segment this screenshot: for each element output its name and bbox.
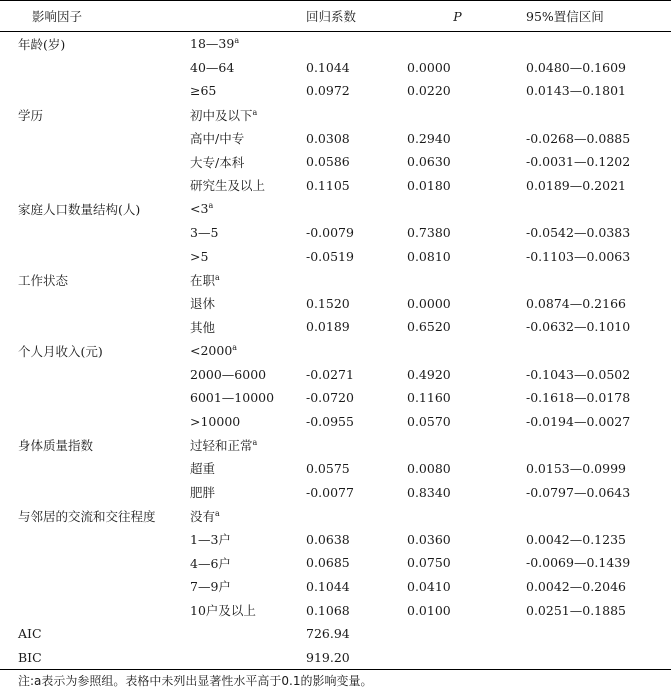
level-label: 其他 — [190, 319, 216, 335]
cell-factor — [0, 174, 190, 198]
cell-ci: -0.1618—0.0178 — [526, 390, 631, 406]
cell-ci: -0.0194—0.0027 — [526, 413, 631, 429]
cell-ci — [508, 268, 671, 292]
cell-level — [190, 575, 306, 599]
cell-p — [407, 197, 508, 221]
cell-ci: 0.0874—0.2166 — [526, 295, 626, 311]
cell-coef: 0.0575 — [306, 460, 350, 476]
cell-ci — [508, 504, 671, 528]
cell-coef: 0.1044 — [306, 59, 350, 75]
cell-level — [190, 386, 306, 410]
table-row — [0, 457, 671, 481]
level-label: <2000 — [190, 343, 233, 359]
level-label: 没有 — [190, 508, 216, 524]
cell-level — [190, 551, 306, 575]
cell-coef — [306, 32, 407, 56]
level-label: 初中及以下 — [190, 107, 253, 123]
cell-factor: 年龄(岁) — [18, 36, 66, 52]
cell-p: 0.0570 — [407, 413, 451, 429]
table-row — [0, 645, 671, 669]
cell-ci: -0.1043—0.0502 — [526, 366, 631, 382]
level-label: 大专/本科 — [190, 154, 245, 170]
cell-level — [190, 433, 306, 457]
cell-ci — [508, 32, 671, 56]
cell-p — [407, 268, 508, 292]
reference-marker: a — [232, 342, 238, 352]
cell-p: 0.0410 — [407, 578, 451, 594]
cell-ci: -0.0069—0.1439 — [526, 555, 631, 571]
cell-p: 0.0220 — [407, 83, 451, 99]
table-row — [0, 504, 671, 528]
level-label: >5 — [190, 248, 209, 264]
level-label: 4—6户 — [190, 555, 231, 571]
reference-marker: a — [215, 272, 220, 282]
cell-coef: -0.0271 — [306, 366, 354, 382]
cell-factor — [0, 292, 190, 316]
cell-p: 0.1160 — [407, 390, 451, 406]
cell-factor — [0, 315, 190, 339]
cell-p — [407, 504, 508, 528]
cell-level — [190, 362, 306, 386]
level-label: 高中/中专 — [190, 131, 245, 147]
cell-ci — [508, 197, 671, 221]
cell-coef: 0.0308 — [306, 130, 350, 146]
cell-coef — [306, 268, 407, 292]
table-note: 注:a表示为参照组。表格中未列出显著性水平高于0.1的影响变量。 — [18, 674, 373, 688]
cell-p: 0.0630 — [407, 154, 451, 170]
cell-coef: 0.1520 — [306, 295, 350, 311]
cell-level — [190, 622, 306, 646]
cell-coef: 0.0685 — [306, 555, 350, 571]
cell-ci: -0.0797—0.0643 — [526, 484, 631, 500]
cell-p — [407, 32, 508, 56]
table-row — [0, 197, 671, 221]
cell-ci: -0.1103—0.0063 — [526, 248, 631, 264]
cell-coef — [306, 504, 407, 528]
cell-p — [407, 645, 508, 669]
cell-p: 0.0100 — [407, 602, 451, 618]
cell-level — [190, 174, 306, 198]
table-row — [0, 410, 671, 434]
cell-factor — [0, 150, 190, 174]
cell-level — [190, 197, 306, 221]
cell-level — [190, 315, 306, 339]
level-label: 超重 — [190, 461, 216, 477]
cell-coef: 0.1105 — [306, 177, 350, 193]
cell-coef: -0.0720 — [306, 390, 354, 406]
level-label: ≥65 — [190, 83, 217, 99]
cell-ci: -0.0268—0.0885 — [526, 130, 631, 146]
level-label: 1—3户 — [190, 532, 231, 548]
cell-p — [407, 339, 508, 363]
table-row — [0, 56, 671, 80]
reference-marker: a — [252, 107, 258, 117]
cell-p: 0.0000 — [407, 59, 451, 75]
cell-factor — [0, 527, 190, 551]
cell-factor: 个人月收入(元) — [18, 343, 103, 359]
cell-level — [190, 480, 306, 504]
cell-coef: 0.1068 — [306, 602, 350, 618]
level-label: 研究生及以上 — [190, 178, 266, 194]
cell-level — [190, 150, 306, 174]
table-row — [0, 622, 671, 646]
cell-factor — [0, 575, 190, 599]
cell-ci: -0.0632—0.1010 — [526, 319, 631, 335]
header-ci: 95%置信区间 — [508, 1, 671, 32]
table-row — [0, 244, 671, 268]
cell-p: 0.0360 — [407, 531, 451, 547]
cell-level — [190, 103, 306, 127]
cell-level — [190, 56, 306, 80]
cell-coef: 726.94 — [306, 626, 350, 642]
cell-level — [190, 79, 306, 103]
cell-p: 0.0810 — [407, 248, 451, 264]
cell-ci: 0.0480—0.1609 — [526, 59, 626, 75]
cell-ci: 0.0042—0.1235 — [526, 531, 626, 547]
cell-factor — [0, 362, 190, 386]
table-row — [0, 79, 671, 103]
reference-marker: a — [252, 437, 258, 447]
cell-coef: 919.20 — [306, 645, 407, 669]
cell-level — [190, 457, 306, 481]
table-row — [0, 268, 671, 292]
cell-p: 0.4920 — [407, 366, 451, 382]
table-row — [0, 598, 671, 622]
cell-ci — [508, 645, 671, 669]
cell-coef: 0.1044 — [306, 578, 350, 594]
header-level — [190, 1, 306, 32]
level-label: 过轻和正常 — [190, 437, 253, 453]
cell-ci: 0.0251—0.1885 — [526, 602, 626, 618]
table-row — [0, 174, 671, 198]
cell-coef: 0.0638 — [306, 531, 350, 547]
level-label: 2000—6000 — [190, 366, 267, 382]
cell-factor: 与邻居的交流和交往程度 — [18, 508, 156, 524]
table-row — [0, 32, 671, 56]
cell-factor — [0, 221, 190, 245]
cell-level — [190, 268, 306, 292]
header-factor: 影响因子 — [0, 1, 190, 32]
cell-coef — [306, 433, 407, 457]
cell-factor — [0, 598, 190, 622]
cell-factor: 身体质量指数 — [18, 437, 94, 453]
cell-level — [190, 221, 306, 245]
table-row — [0, 386, 671, 410]
header-row — [0, 1, 671, 32]
cell-factor: BIC — [0, 645, 190, 669]
cell-coef — [306, 103, 407, 127]
cell-factor — [0, 386, 190, 410]
table-row — [0, 480, 671, 504]
cell-factor — [0, 551, 190, 575]
cell-coef: 0.0586 — [306, 154, 350, 170]
cell-p — [407, 622, 508, 646]
cell-level — [190, 645, 306, 669]
header-p: P — [407, 1, 508, 32]
table-row — [0, 362, 671, 386]
cell-coef: 0.0189 — [306, 319, 350, 335]
cell-p: 0.0000 — [407, 295, 451, 311]
cell-factor — [0, 56, 190, 80]
cell-level — [190, 244, 306, 268]
cell-p: 0.6520 — [407, 319, 451, 335]
cell-factor — [0, 457, 190, 481]
cell-level — [190, 126, 306, 150]
level-label: <3 — [190, 201, 209, 217]
cell-coef: -0.0519 — [306, 248, 354, 264]
cell-ci: 0.0042—0.2046 — [526, 578, 626, 594]
table-row — [0, 315, 671, 339]
cell-p: 0.2940 — [407, 130, 451, 146]
cell-level — [190, 32, 306, 56]
cell-ci — [508, 433, 671, 457]
cell-factor: 家庭人口数量结构(人) — [18, 201, 141, 217]
table-row — [0, 221, 671, 245]
table-row — [0, 575, 671, 599]
cell-factor — [0, 480, 190, 504]
table-row — [0, 339, 671, 363]
level-label: 7—9户 — [190, 579, 231, 595]
cell-p — [407, 433, 508, 457]
reference-marker: a — [215, 508, 220, 518]
cell-level — [190, 504, 306, 528]
cell-ci — [508, 622, 671, 646]
level-label: 3—5 — [190, 225, 219, 241]
header-coef: 回归系数 — [306, 1, 407, 32]
level-label: 40—64 — [190, 59, 235, 75]
cell-ci: -0.0542—0.0383 — [526, 225, 631, 241]
cell-ci: -0.0031—0.1202 — [526, 154, 631, 170]
level-label: 6001—10000 — [190, 390, 275, 406]
cell-ci — [508, 339, 671, 363]
cell-ci: 0.0143—0.1801 — [526, 83, 626, 99]
cell-p: 0.7380 — [407, 225, 451, 241]
cell-p: 0.0750 — [407, 555, 451, 571]
cell-coef: 0.0972 — [306, 83, 350, 99]
level-label: 肥胖 — [190, 485, 216, 501]
table-row — [0, 103, 671, 127]
level-label: 退休 — [190, 296, 216, 312]
table-row — [0, 126, 671, 150]
level-label: >10000 — [190, 413, 241, 429]
level-label: 18—39 — [190, 36, 235, 52]
table-row — [0, 292, 671, 316]
table-body — [0, 32, 671, 670]
cell-factor: 学历 — [18, 107, 44, 123]
table-row — [0, 551, 671, 575]
cell-coef: -0.0077 — [306, 484, 354, 500]
cell-level — [190, 598, 306, 622]
cell-factor — [0, 126, 190, 150]
cell-factor: AIC — [18, 626, 42, 642]
reference-marker: a — [234, 36, 240, 46]
cell-factor: 工作状态 — [18, 272, 69, 288]
cell-level — [190, 292, 306, 316]
cell-level — [190, 527, 306, 551]
table-row — [0, 150, 671, 174]
cell-coef — [306, 339, 407, 363]
cell-factor — [0, 410, 190, 434]
cell-coef: -0.0955 — [306, 413, 354, 429]
reference-marker: a — [208, 201, 214, 211]
cell-level — [190, 410, 306, 434]
cell-factor — [0, 244, 190, 268]
level-label: 在职 — [190, 272, 216, 288]
cell-p: 0.8340 — [407, 484, 451, 500]
cell-coef — [306, 197, 407, 221]
table-row — [0, 527, 671, 551]
cell-factor — [0, 79, 190, 103]
level-label: 10户及以上 — [190, 603, 256, 619]
cell-p — [407, 103, 508, 127]
cell-p: 0.0180 — [407, 177, 451, 193]
cell-ci: 0.0153—0.0999 — [526, 460, 626, 476]
cell-ci: 0.0189—0.2021 — [526, 177, 626, 193]
cell-level — [190, 339, 306, 363]
cell-ci — [508, 103, 671, 127]
table-row — [0, 433, 671, 457]
cell-coef: -0.0079 — [306, 225, 354, 241]
cell-p: 0.0080 — [407, 460, 451, 476]
